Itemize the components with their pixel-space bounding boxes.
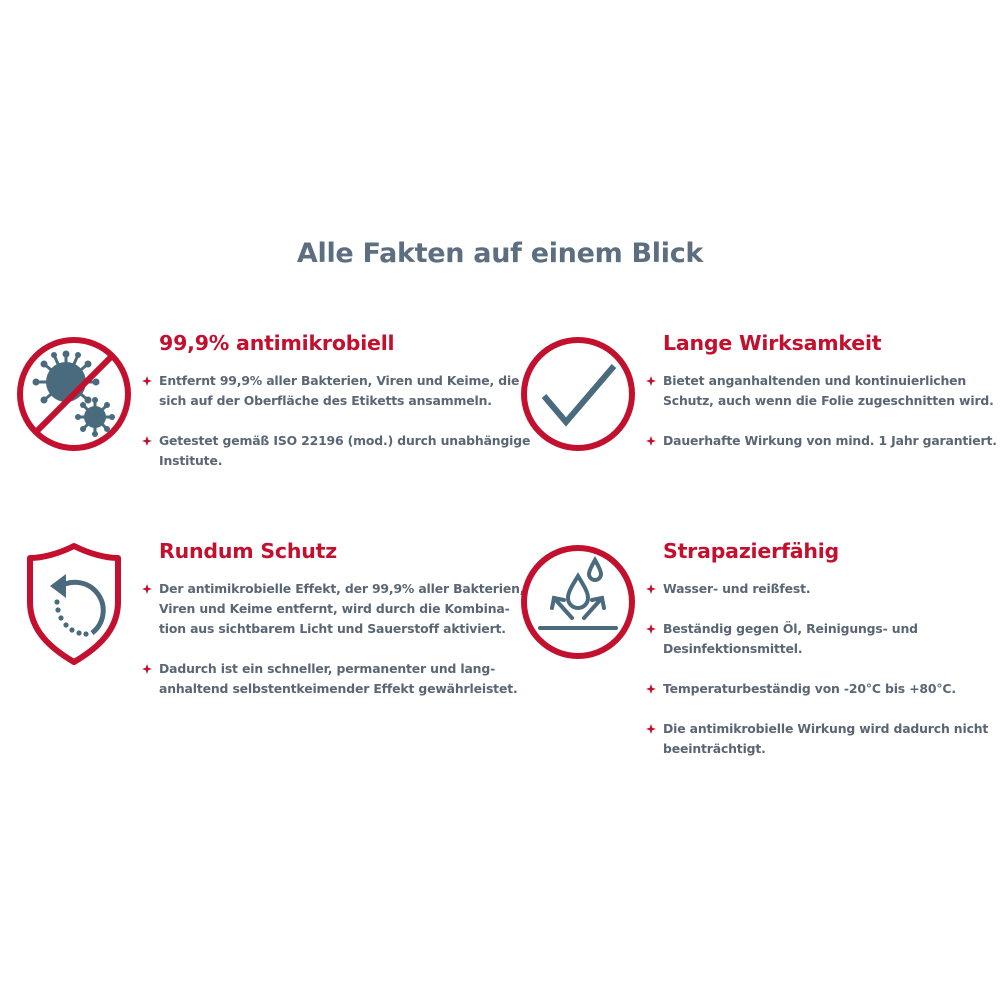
- bullet-icon: [142, 436, 152, 446]
- bullet-icon: [142, 376, 152, 386]
- feature-durable: [518, 539, 996, 772]
- list-item: Getestet gemäß ISO 22196 (mod.) durch unabhängige Institute.: [142, 431, 530, 471]
- feature-heading: Strapazierfähig: [663, 539, 840, 563]
- list-item: Dauerhafte Wirkung von mind. 1 Jahr garantiert.: [646, 431, 997, 451]
- feature-heading: 99,9% antimikrobiell: [159, 331, 395, 355]
- bullet-icon: [646, 436, 656, 446]
- list-item: Beständig gegen Öl, Reinigungs- und Desinfektionsmittel.: [646, 619, 988, 659]
- feature-antimicrobial: [14, 331, 531, 494]
- shield-refresh-icon: [14, 542, 134, 670]
- feature-bullet-list: [142, 579, 524, 719]
- bullet-icon: [646, 724, 656, 734]
- list-item: Bietet anganhaltenden und kontinuierlichen Schutz, auch wenn die Folie zugeschnitten wird.: [646, 371, 997, 411]
- list-item: Dadurch ist ein schneller, permanenter und lang- anhaltend selbstentkeimender Effekt gewährleistet.: [142, 659, 524, 699]
- feature-all-round-protection: [14, 539, 525, 722]
- feature-heading: Lange Wirksamkeit: [663, 331, 882, 355]
- checkmark-circle-icon: [518, 334, 638, 458]
- bullet-icon: [142, 664, 152, 674]
- page-title: Alle Fakten auf einem Blick: [296, 238, 704, 269]
- list-item: Der antimikrobielle Effekt, der 99,9% aller Bakterien, Viren und Keime entfernt, wird durch die Kombina- tion aus sichtbarem Licht und Sauerstoff aktiviert.: [142, 579, 524, 639]
- feature-bullet-list: [646, 371, 997, 471]
- list-item: Entfernt 99,9% aller Bakterien, Viren und Keime, die sich auf der Oberfläche des Etiketts ansammeln.: [142, 371, 530, 411]
- list-item: Temperaturbeständig von -20°C bis +80°C.: [646, 679, 988, 699]
- bullet-icon: [646, 584, 656, 594]
- feature-bullet-list: [646, 579, 988, 779]
- feature-bullet-list: [142, 371, 530, 491]
- bullet-icon: [646, 684, 656, 694]
- list-item: Wasser- und reißfest.: [646, 579, 988, 599]
- water-drops-surface-icon: [518, 542, 638, 666]
- list-item: Die antimikrobielle Wirkung wird dadurch nicht beeinträchtigt.: [646, 719, 988, 759]
- bullet-icon: [646, 376, 656, 386]
- bullet-icon: [142, 584, 152, 594]
- feature-heading: Rundum Schutz: [159, 539, 337, 563]
- bullet-icon: [646, 624, 656, 634]
- feature-long-lasting: [518, 331, 997, 494]
- virus-prohibited-icon: [14, 334, 134, 458]
